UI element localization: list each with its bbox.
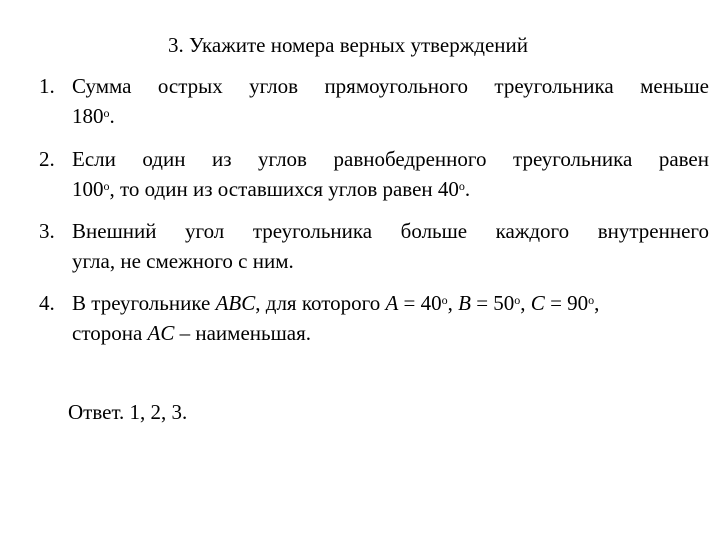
side-name: AC [147,321,175,345]
angle-a-value: = 40 [398,291,442,315]
question-title: 3. Укажите номера верных утверждений [168,33,528,57]
statement-4-line-2 [72,318,709,348]
degree-sign: о [103,106,110,120]
angle-b-label: B [458,291,471,315]
degree-sign: о [458,179,465,193]
degree-sign: о [441,293,448,307]
statement-1-number: 1. [39,74,55,98]
statement-2-line-1: Если один из углов равнобедренного треугольника равен [72,147,709,171]
answer-text: Ответ. 1, 2, 3. [68,400,188,424]
statement-3-line-1: Внешний угол треугольника больше каждого внутреннего [72,219,709,243]
degree-sign: о [588,293,595,307]
angle-a-label: A [385,291,399,315]
separator: , [594,291,600,315]
text-fragment: сторона [72,321,148,345]
degree-sign: о [514,293,521,307]
text-fragment: – наименьшая. [174,321,311,345]
statement-1-line-2 [72,101,709,131]
statement-3-number: 3. [39,219,55,243]
statement-2-middle-text: , то один из оставшихся углов равен 40 [109,177,459,201]
degree-sign: о [103,179,110,193]
statement-2-line-2 [72,174,709,204]
angle-b-value: = 50 [470,291,515,315]
statement-4-line-1 [72,288,709,318]
statement-1 [39,71,709,131]
text-fragment: , для которого [255,291,386,315]
statement-3 [39,216,709,276]
angle-c-value: = 90 [544,291,589,315]
statement-3-line-2: угла, не смежного с ним. [72,249,294,273]
statement-1-line-1: Сумма острых углов прямоугольного треугольника меньше [72,74,709,98]
text-fragment: В треугольнике [72,291,216,315]
angle-c-label: C [530,291,545,315]
statement-4-number: 4. [39,291,55,315]
statement-2-period: . [464,177,471,201]
triangle-name: ABC [215,291,256,315]
statement-2-angle-value: 100 [72,177,104,201]
statement-2 [39,144,709,204]
statement-1-period: . [109,104,115,128]
statement-4 [39,288,709,348]
separator: , [447,291,459,315]
statement-1-angle-value: 180 [72,104,104,128]
separator: , [520,291,531,315]
statement-2-number: 2. [39,147,55,171]
